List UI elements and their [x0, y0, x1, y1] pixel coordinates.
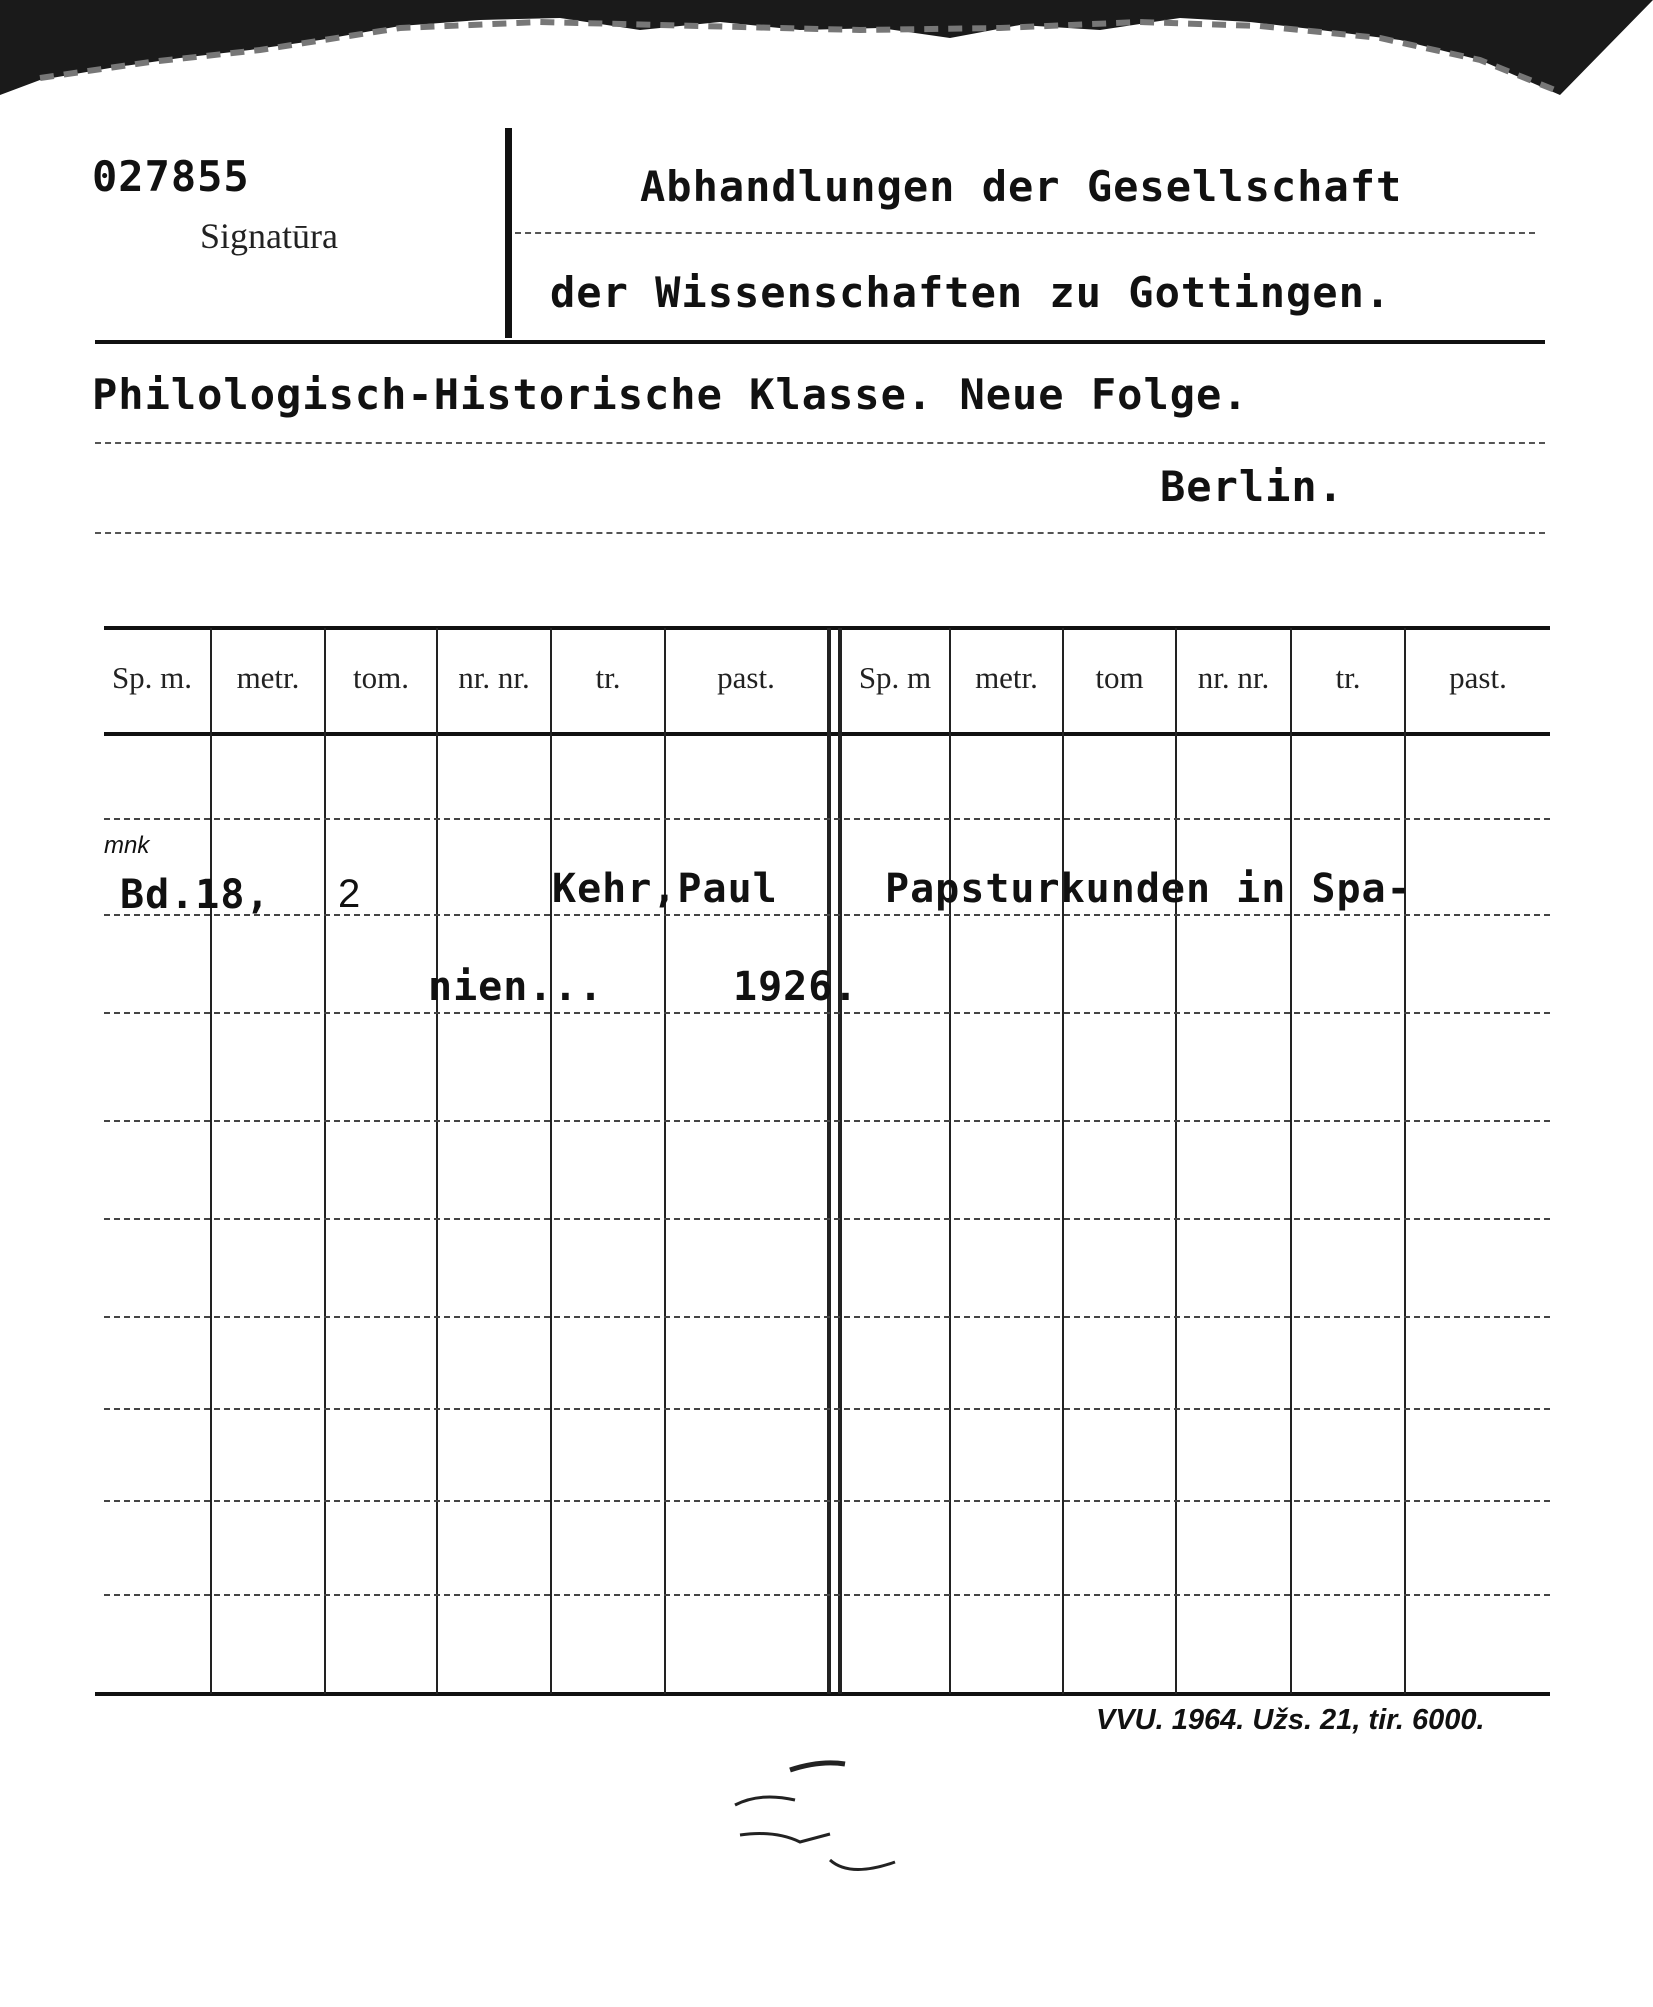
- column-header: metr.: [975, 660, 1038, 695]
- column-line: [1290, 628, 1292, 1694]
- column-header: tr.: [595, 660, 621, 695]
- stray-scribble-graphic: [720, 1750, 920, 1890]
- column-header: past.: [1449, 660, 1507, 695]
- column-header: tr.: [1335, 660, 1361, 695]
- torn-edge-graphic: [0, 0, 1653, 120]
- place-of-publication: Berlin.: [1160, 462, 1345, 511]
- rule: [95, 532, 1545, 534]
- column-header: nr. nr.: [458, 660, 530, 695]
- row-line: [104, 1120, 1550, 1122]
- column-line: [324, 628, 326, 1694]
- row-line: [104, 1408, 1550, 1410]
- row-line: [104, 1594, 1550, 1596]
- heavy-rule: [95, 340, 1545, 344]
- column-line: [550, 628, 552, 1694]
- column-line: [436, 628, 438, 1694]
- title-line-1: Abhandlungen der Gesellschaft: [640, 162, 1403, 211]
- row-line: [104, 914, 1550, 916]
- row-line: [104, 1218, 1550, 1220]
- entry-number: 2: [338, 872, 362, 916]
- entry-volume: Bd.18,: [120, 872, 271, 918]
- rule: [95, 442, 1545, 444]
- table-bottom-rule: [95, 1692, 1550, 1696]
- column-line: [1062, 628, 1064, 1694]
- entry-title-part-1: Papsturkunden in Spa-: [885, 866, 1412, 912]
- signature-number: 027855: [92, 152, 250, 201]
- subtitle-line: Philologisch-Historische Klasse. Neue Folge.: [92, 370, 1249, 419]
- signature-label: Signatūra: [200, 216, 338, 256]
- column-header: past.: [717, 660, 775, 695]
- column-header: tom: [1095, 660, 1144, 695]
- column-header: tom.: [353, 660, 409, 695]
- column-line: [949, 628, 951, 1694]
- handwritten-margin-note: mnk: [104, 832, 150, 859]
- row-line: [104, 1012, 1550, 1014]
- column-line-center-right: [838, 628, 842, 1694]
- entry-author: Kehr,Paul: [552, 866, 778, 912]
- column-header: Sp. m: [858, 660, 932, 695]
- rule: [515, 232, 1535, 234]
- title-line-2: der Wissenschaften zu Gottingen.: [550, 268, 1392, 317]
- row-line: [104, 1316, 1550, 1318]
- column-line: [1404, 628, 1406, 1694]
- column-line: [664, 628, 666, 1694]
- column-header: Sp. m.: [111, 660, 193, 695]
- row-line: [104, 818, 1550, 820]
- column-header: nr. nr.: [1197, 660, 1270, 695]
- row-line: [104, 1500, 1550, 1502]
- column-header: metr.: [236, 660, 300, 695]
- column-line-center-left: [827, 628, 831, 1694]
- column-line: [210, 628, 212, 1694]
- column-line: [1175, 628, 1177, 1694]
- entry-title-part-2: nien...: [428, 964, 604, 1010]
- header-divider: [505, 128, 512, 338]
- print-note: VVU. 1964. Užs. 21, tir. 6000.: [1096, 1704, 1485, 1736]
- entry-year: 1926.: [733, 964, 859, 1010]
